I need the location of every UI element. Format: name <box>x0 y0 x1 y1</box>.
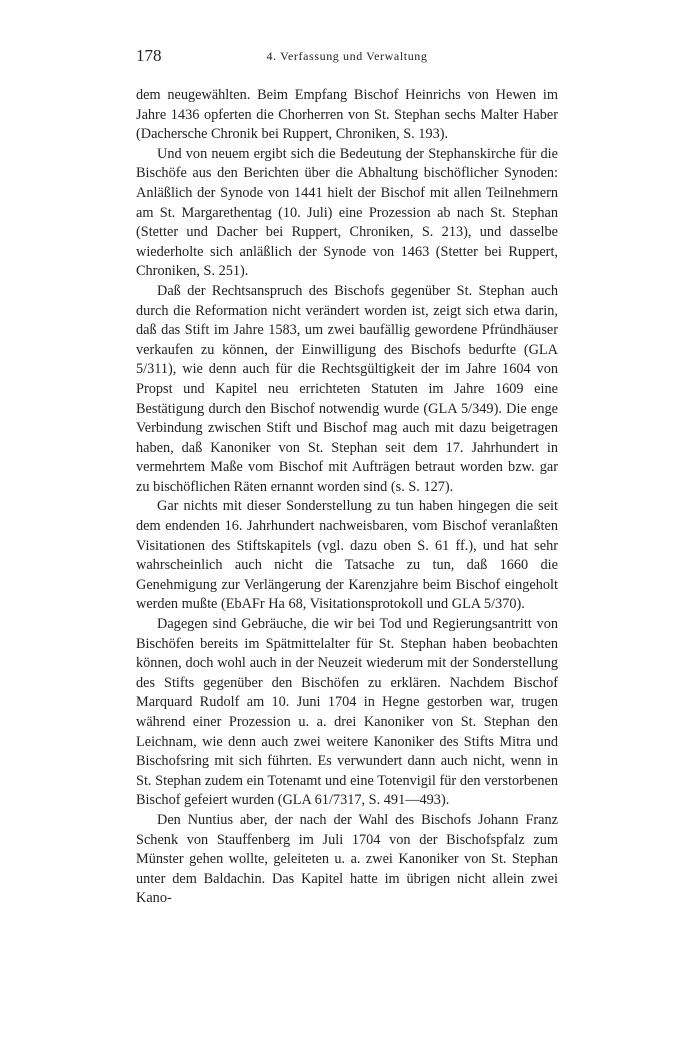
paragraph: Dagegen sind Gebräuche, die wir bei Tod und Regierungsantritt von Bischöfen bereits im Spätmittelalter für St. Stephan haben beobachten können, doch wohl auch in der Neuzeit wiederum mit der Sonderstellung des Stifts gegenüber den Bischöfen zu erklären. Nachdem Bischof Marquard Rudolf am 10. Juni 1704 in Hegne gestorben war, trugen während einer Prozession u. a. drei Kanoniker von St. Stephan den Leichnam, wie denn auch zwei weitere Kanoniker des Stifts Mitra und Bischofsring mit sich führten. Es verwundert dann auch nicht, wenn in St. Stephan zudem ein Totenamt und eine Totenvigil für den verstorbenen Bischof gefeiert wurden (GLA 61/7317, S. 491—493). <box>136 616 558 809</box>
running-head <box>136 46 558 68</box>
paragraph: Daß der Rechtsanspruch des Bischofs gegenüber St. Stephan auch durch die Reformation nicht verändert worden ist, zeigt sich etwa darin, daß das Stift im Jahre 1583, um zwei baufällig gewordene Pfründhäuser verkaufen zu können, der Einwilligung des Bischofs bedurfte (GLA 5/311), wie denn auch für die Rechtsgültigkeit der im Jahre 1604 von Propst und Kapitel neu errichteten Statuten im Jahre 1609 eine Bestätigung durch den Bischof notwendig wurde (GLA 5/349). Die enge Verbindung zwischen Stift und Bischof mag auch mit dazu beigetragen haben, daß Kanoniker von St. Stephan seit dem 17. Jahrhundert in vermehrtem Maße vom Bischof mit Aufträgen betraut worden bzw. gar zu bischöflichen Räten ernannt worden sind (s. S. 127). <box>136 282 558 495</box>
paragraph: Den Nuntius aber, der nach der Wahl des Bischofs Johann Franz Schenk von Stauffenberg im Juli 1704 von der Bischofspfalz zum Münster gehen wollte, geleiteten u. a. zwei Kanoniker von St. Stephan unter dem Baldachin. Das Kapitel hatte im übrigen nicht allein zwei Kano- <box>136 811 558 907</box>
running-title: 4. Verfassung und Verwaltung <box>266 49 428 63</box>
body-text <box>136 86 558 909</box>
paragraph: Gar nichts mit dieser Sonderstellung zu tun haben hingegen die seit dem endenden 16. Jahrhundert nachweisbaren, vom Bischof veranlaßten Visitationen des Stiftskapitels (vgl. dazu oben S. 61 ff.), und hat sehr wahrscheinlich auch nicht die Tatsache zu tun, daß 1660 die Genehmigung zur Verlängerung der Karenzjahre beim Bischof eingeholt werden mußte (EbAFr Ha 68, Visitationsprotokoll und GLA 5/370). <box>136 498 558 613</box>
paragraph: dem neugewählten. Beim Empfang Bischof Heinrichs von Hewen im Jahre 1436 opferten die Chorherren von St. Stephan sechs Malter Haber (Dachersche Chronik bei Ruppert, Chroniken, S. 193). <box>136 87 558 143</box>
page-number: 178 <box>136 46 162 65</box>
paragraph: Und von neuem ergibt sich die Bedeutung der Stephanskirche für die Bischöfe aus den Berichten über die Abhaltung bischöflicher Synoden: Anläßlich der Synode von 1441 hielt der Bischof mit allen Teilnehmern am St. Margarethentag (10. Juli) eine Prozession ab nach St. Stephan (Stetter und Dacher bei Ruppert, Chroniken, S. 213), und dasselbe wiederholte sich anläßlich der Synode von 1463 (Stetter bei Ruppert, Chroniken, S. 251). <box>136 145 558 280</box>
